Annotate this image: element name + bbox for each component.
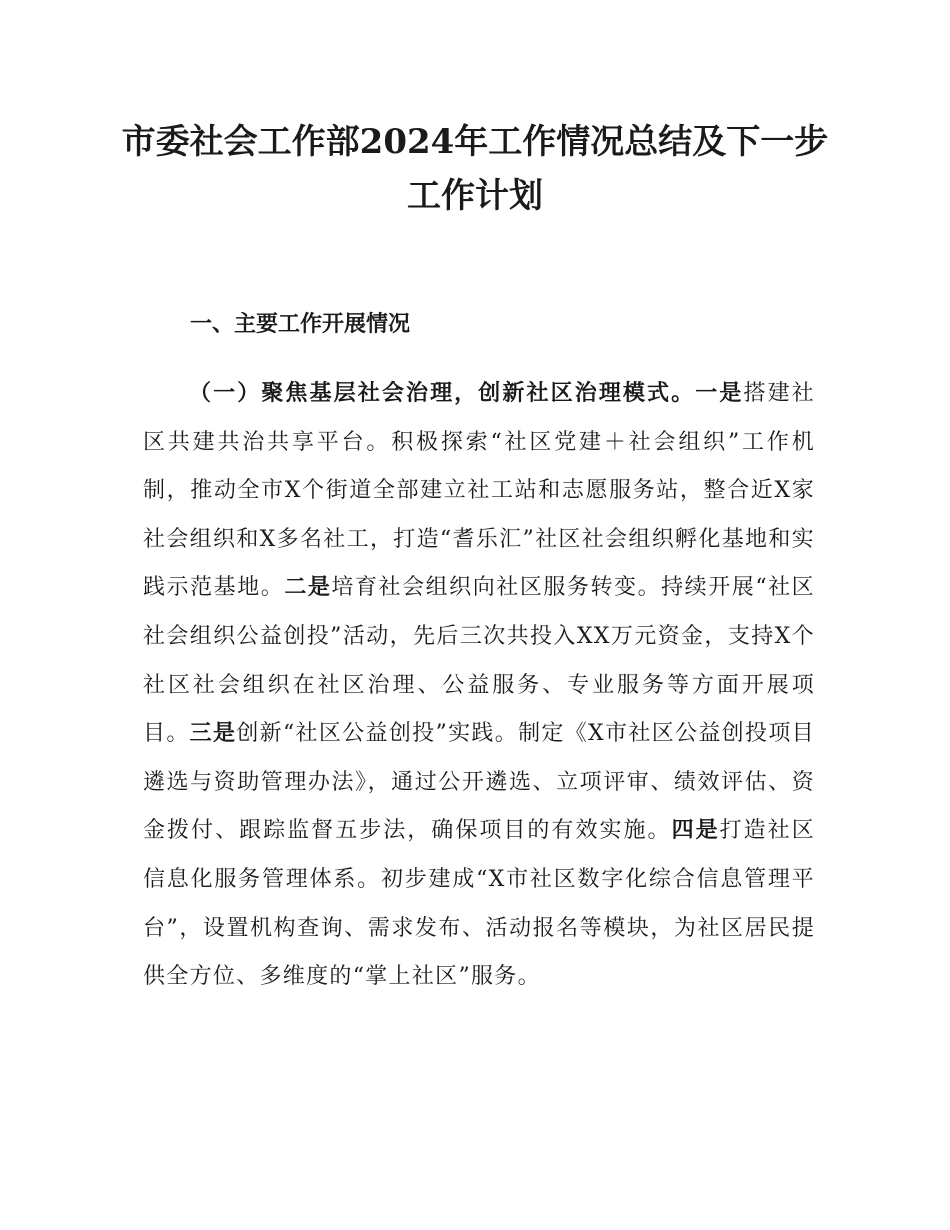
document-title: 市委社会工作部2024年工作情况总结及下一步工作计划 [121, 122, 829, 216]
point-text-4: 打造社区信息化服务管理体系。初步建成“X市社区数字化综合信息管理平台”，设置机构查询、需求发布、活动报名等模块，为社区居民提供全方位、多维度的“掌上社区”服务。 [143, 818, 816, 990]
point-text-1: 搭建社区共建共治共享平台。积极探索“社区党建＋社会组织”工作机制，推动全市X个街道全部建立社工站和志愿服务站，整合近X家社会组织和X多名社工，打造“耆乐汇”社区社会组织孵化基地和实践示范基地。 [143, 381, 815, 601]
point-marker-4: 四是 [671, 818, 720, 844]
point-marker-2: 二是 [284, 575, 332, 601]
point-marker-1: 一是 [695, 381, 744, 406]
point-text-3: 创新“社区公益创投”实践。制定《X市社区公益创投项目遴选与资助管理办法》，通过公开遴选、立项评审、绩效评估、资金拨付、跟踪监督五步法，确保项目的有效实施。 [143, 721, 815, 844]
point-marker-3: 三是 [189, 721, 237, 747]
subsection-heading: （一）聚焦基层社会治理，创新社区治理模式。 [189, 381, 696, 406]
body-paragraph [143, 370, 815, 1002]
point-text-2: 培育社会组织向社区服务转变。持续开展“社区社会组织公益创投”活动，先后三次共投入XX万元资金，支持X个社区社会组织在社区治理、公益服务、专业服务等方面开展项目。 [143, 575, 815, 747]
section-heading: 一、主要工作开展情况 [190, 312, 411, 337]
